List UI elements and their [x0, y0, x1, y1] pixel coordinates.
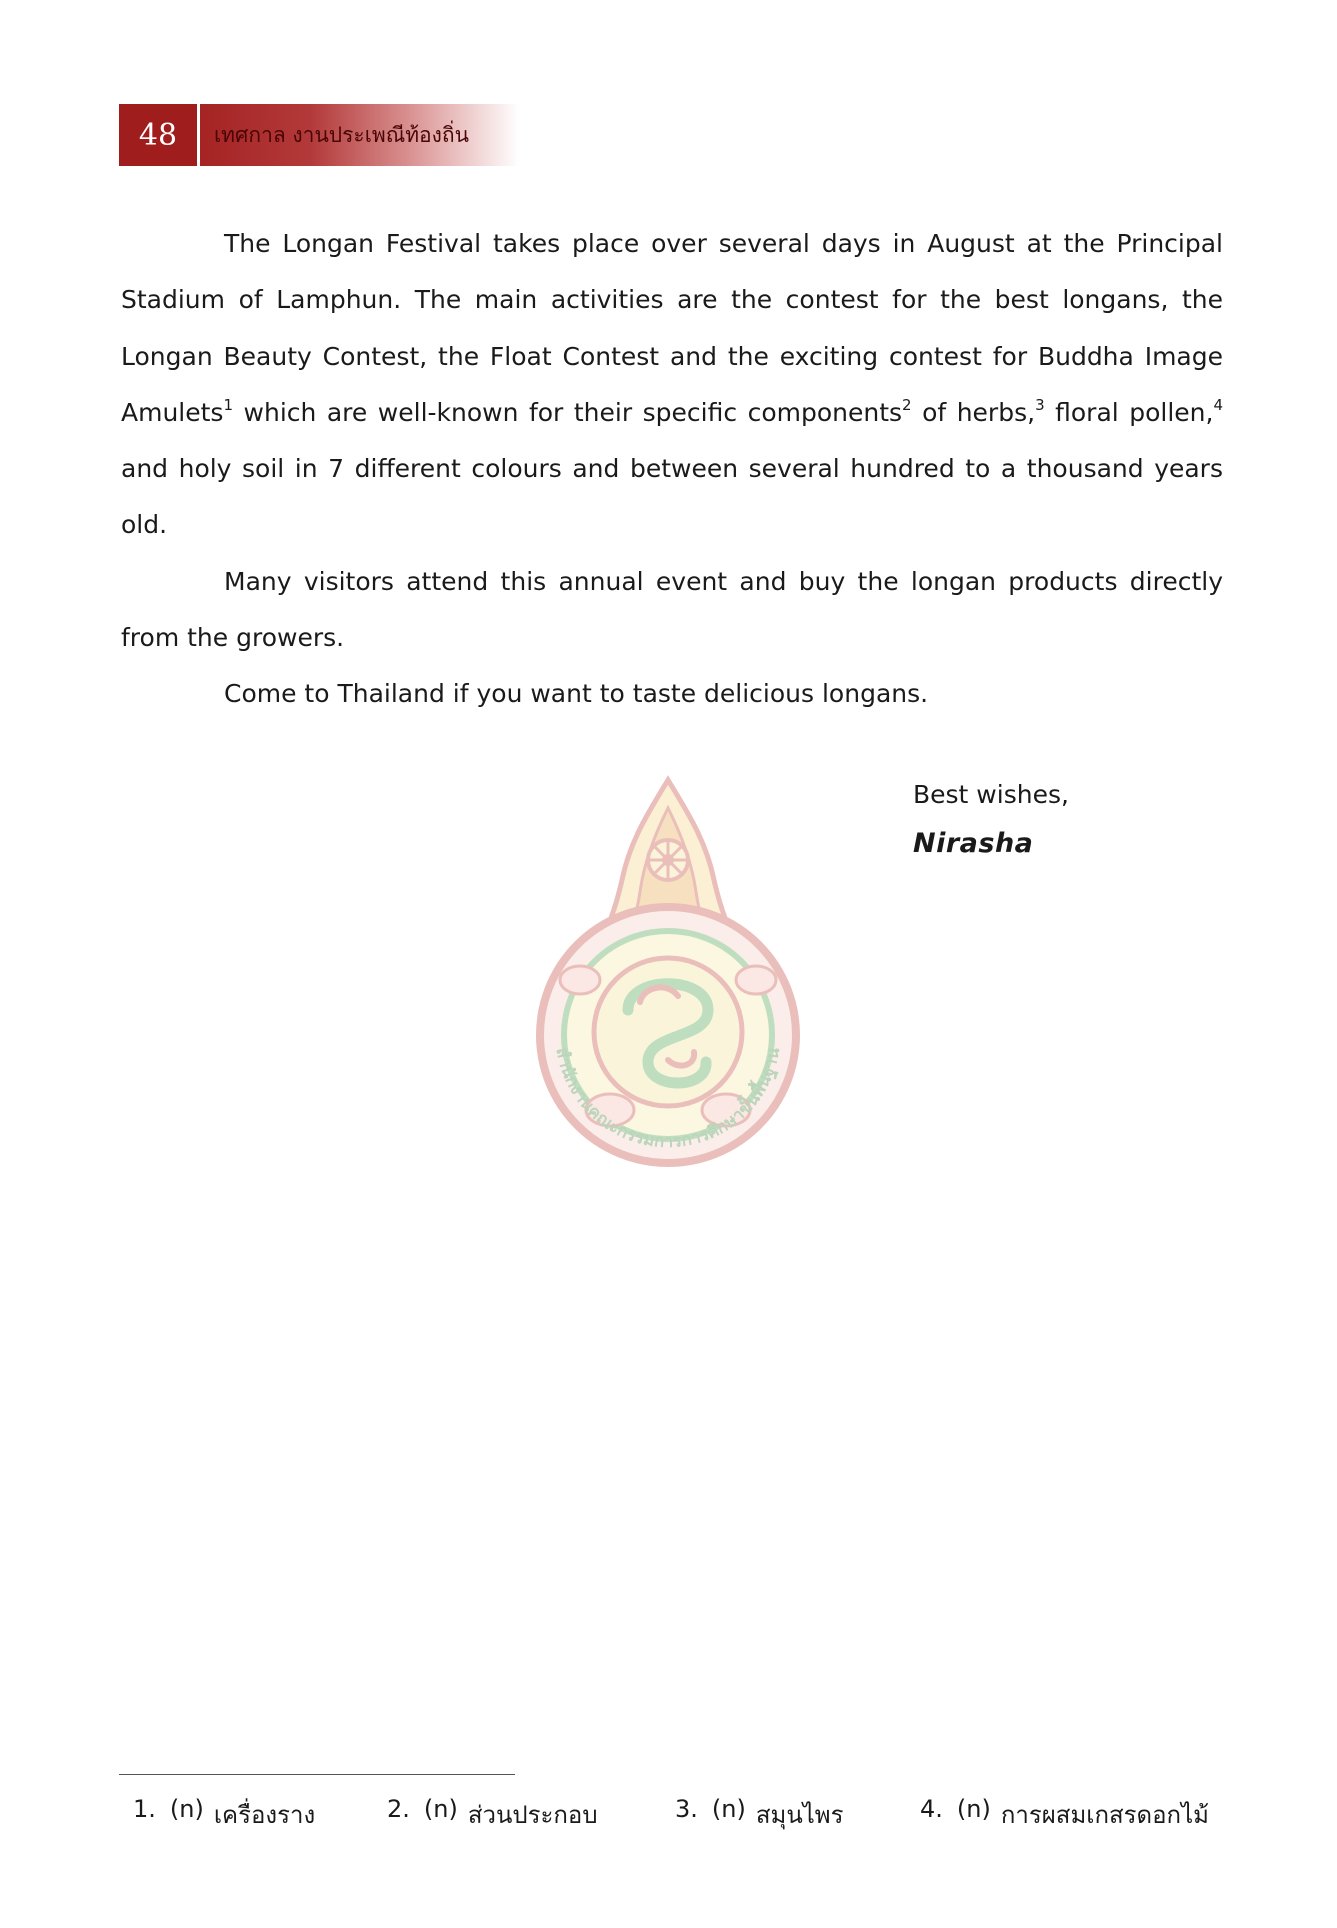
footnote-number: 1. — [133, 1795, 156, 1823]
footnote-ref-2: 2 — [902, 395, 912, 414]
footnote-4 — [920, 1795, 1209, 1834]
p1-text-b: which are well-known for their specific components — [233, 397, 903, 427]
body-text — [121, 216, 1223, 723]
footnote-3 — [675, 1795, 920, 1834]
footnote-number: 3. — [675, 1795, 698, 1823]
chapter-title: เทศกาล งานประเพณีท้องถิ่น — [200, 104, 519, 166]
footnote-ref-3: 3 — [1035, 395, 1045, 414]
p1-text-c: of herbs, — [911, 397, 1036, 427]
footnote-text: สมุนไพร — [755, 1801, 844, 1829]
p1-text-e: and holy soil in 7 different colours and between several hundred to a thousand years old. — [121, 454, 1223, 540]
emblem-watermark-icon — [518, 770, 818, 1170]
footnote-divider — [119, 1774, 515, 1775]
footnote-pos: (n) — [423, 1795, 458, 1823]
footnote-2 — [387, 1795, 675, 1834]
paragraph-3: Come to Thailand if you want to taste delicious longans. — [224, 679, 929, 709]
footnote-text: เครื่องราง — [213, 1801, 316, 1829]
closing-greeting: Best wishes, — [913, 780, 1069, 809]
footnotes — [133, 1795, 1233, 1834]
footnote-number: 2. — [387, 1795, 410, 1823]
footnote-text: การผสมเกสรดอกไม้ — [1000, 1801, 1209, 1829]
signature-name: Nirasha — [913, 828, 1034, 859]
footnote-pos: (n) — [711, 1795, 746, 1823]
footnote-text: ส่วนประกอบ — [467, 1801, 598, 1829]
paragraph-2: Many visitors attend this annual event and buy the longan products directly from the growers. — [121, 566, 1223, 653]
signature-block — [913, 780, 1069, 859]
footnote-pos: (n) — [169, 1795, 204, 1823]
p1-text-d: floral pollen, — [1044, 397, 1214, 427]
paragraph-1 — [121, 216, 1223, 554]
footnote-ref-4: 4 — [1213, 395, 1223, 414]
page-header — [119, 104, 519, 166]
footnote-number: 4. — [920, 1795, 943, 1823]
footnote-ref-1: 1 — [223, 395, 234, 414]
footnote-1 — [133, 1795, 387, 1834]
p1-text-a: The Longan Festival takes place over several days in August at the Principal Stadium of Lamphun. The main activities are the contest for the best longans, the Longan Beauty Contest, the Float Contest and the exciting contest for Buddha Image Amulets — [121, 229, 1223, 427]
footnote-pos: (n) — [956, 1795, 991, 1823]
page-number: 48 — [119, 104, 197, 166]
emblem-ring-text: สำนักงานคณะกรรมการการศึกษาขั้นพื้นฐาน — [551, 1045, 785, 1153]
